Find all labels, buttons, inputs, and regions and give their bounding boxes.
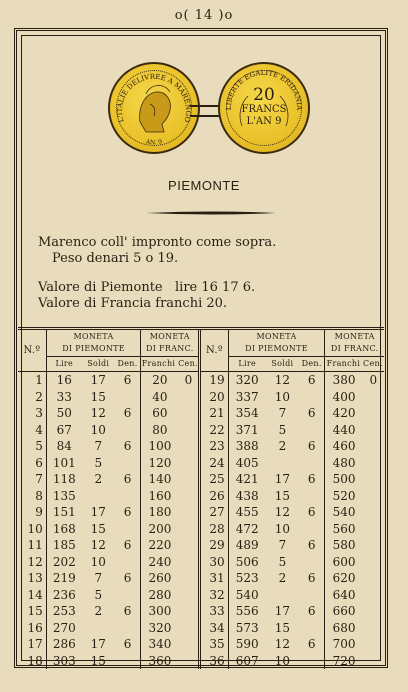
table-row [18,653,384,670]
cell-soldi: 17 [90,637,106,651]
cell-soldi: 17 [274,604,291,618]
table-row [18,438,384,455]
cell-lire: 405 [235,455,259,470]
cell-soldi: 15 [90,389,106,404]
cell-franchi: 620 [332,571,356,585]
cell-den [115,521,141,538]
cell-lire: 421 [235,472,259,486]
row-number: 13 [18,570,46,587]
cell-lire: 135 [52,488,76,503]
cell-den: 6 [115,570,141,587]
table-row [18,422,384,439]
cell-soldi: 15 [90,653,106,668]
cell-den: 6 [299,603,325,620]
cell-soldi: 2 [278,571,287,585]
row-number: 3 [18,405,46,422]
cell-lire: 523 [235,571,259,585]
cell-franchi: 680 [332,620,356,635]
cell-cen [179,438,200,455]
cell-den: 6 [299,471,325,488]
cell-cen [363,521,384,538]
table-row [18,488,384,505]
cell-cen [179,620,200,637]
row-number: 16 [18,620,46,637]
cell-lire: 202 [52,554,76,569]
cell-cen [179,521,200,538]
cell-cen [179,471,200,488]
cell-soldi: 12 [90,406,106,420]
cell-den [115,455,141,472]
row-number: 7 [18,471,46,488]
row-number: 29 [200,537,228,554]
cell-soldi: 17 [274,472,291,486]
cell-lire: 472 [235,521,259,536]
cell-den: 6 [299,537,325,554]
cell-cen [363,488,384,505]
section-title: PIEMONTE [168,178,240,193]
cell-lire: 236 [52,587,76,602]
table-header-row [18,330,384,357]
cell-soldi: 7 [94,439,103,453]
cell-cen [179,653,200,670]
table-row [18,372,384,389]
table-row [18,636,384,653]
row-number: 33 [200,603,228,620]
cell-franchi: 220 [148,538,172,552]
coin-obverse [108,62,200,154]
cell-lire: 607 [235,653,259,668]
cell-den [115,488,141,505]
coin-reverse-value: 20 [253,85,275,105]
cell-franchi: 460 [332,439,356,453]
cell-franchi: 340 [148,637,172,651]
header-no-left: N.º [18,330,46,372]
cell-cen [363,455,384,472]
cell-franchi: 80 [152,422,168,437]
sub-den: Den. [299,357,325,372]
cell-soldi: 7 [278,538,287,552]
cell-cen [363,636,384,653]
cell-den: 6 [299,570,325,587]
cell-franchi: 280 [148,587,172,602]
cell-den: 6 [299,504,325,521]
coin-illustration [0,62,408,160]
cell-lire: 16 [56,373,72,387]
cell-franchi: 540 [332,505,356,519]
cell-cen [179,636,200,653]
cell-franchi: 580 [332,538,356,552]
table-row [18,620,384,637]
cell-cen [179,554,200,571]
cell-soldi: 5 [278,422,287,437]
cell-soldi: 15 [90,521,106,536]
row-number: 32 [200,587,228,604]
cell-soldi: 17 [90,373,106,387]
cell-den [299,620,325,637]
sub-franchi: Franchi Cen. [325,357,384,372]
table-row [18,537,384,554]
cell-den [299,422,325,439]
cell-lire: 371 [235,422,259,437]
row-number: 23 [200,438,228,455]
row-number: 17 [18,636,46,653]
cell-cen [363,603,384,620]
coin-reverse-year: L'AN 9 [246,116,282,127]
coin-description [38,235,276,267]
cell-franchi: 440 [332,422,356,437]
cell-franchi: 660 [332,604,356,618]
table-body [18,372,384,670]
cell-den [299,587,325,604]
cell-franchi: 640 [332,587,356,602]
cell-den [299,488,325,505]
header-moneta-label: MONETA [149,332,190,341]
row-number: 20 [200,389,228,406]
cell-den [299,389,325,406]
header-franc-label: DI FRANC. [146,344,194,353]
row-number: 1 [18,372,46,389]
cell-den [299,455,325,472]
cell-cen [179,422,200,439]
cell-den: 6 [299,405,325,422]
cell-den: 6 [115,504,141,521]
cell-lire: 67 [56,422,72,437]
cell-franchi: 180 [148,505,172,519]
cell-cen [363,587,384,604]
cell-franchi: 700 [332,637,356,651]
cell-den [299,653,325,670]
cell-soldi: 5 [94,455,103,470]
header-moneta-piemonte-left [46,330,140,357]
cell-cen [179,405,200,422]
cell-den [299,554,325,571]
cell-soldi: 10 [274,521,291,536]
page-number: o( 14 )o [174,8,234,23]
cell-lire: 168 [52,521,76,536]
cell-lire: 388 [235,439,259,453]
row-number: 4 [18,422,46,439]
cell-den [115,389,141,406]
cell-soldi: 10 [274,389,291,404]
table-row [18,504,384,521]
cell-franchi: 160 [148,488,172,503]
table-row [18,521,384,538]
cell-cen [179,455,200,472]
cell-cen [363,554,384,571]
cell-cen [363,504,384,521]
cell-lire: 270 [52,620,76,635]
cell-soldi: 5 [278,554,287,569]
description-line-1: Marenco coll' impronto come sopra. [38,235,277,250]
header-piemonte-label: DI PIEMONTE [62,344,125,353]
header-moneta-franc-right [325,330,384,357]
cell-lire: 573 [235,620,259,635]
cell-soldi [266,455,299,472]
cell-soldi: 5 [94,587,103,602]
cell-franchi: 380 [332,373,356,387]
row-number: 24 [200,455,228,472]
cell-lire: 438 [235,488,259,503]
cell-cen [363,405,384,422]
header-moneta-label: MONETA [73,332,114,341]
cell-soldi: 10 [90,554,106,569]
cell-soldi: 12 [274,505,291,519]
cell-cen [179,389,200,406]
cell-den [115,620,141,637]
cell-soldi: 15 [274,620,291,635]
cell-lire: 33 [56,389,72,404]
cell-lire: 556 [235,604,259,618]
cell-den: 6 [299,438,325,455]
cell-cen [363,389,384,406]
cell-lire: 303 [52,653,76,668]
cell-soldi: 10 [274,653,291,668]
sub-lire: Lire [228,357,266,372]
coin-reverse-unit: FRANCS [241,104,287,115]
cell-soldi: 12 [274,373,291,387]
row-number: 10 [18,521,46,538]
cell-cen [363,438,384,455]
cell-soldi [82,488,115,505]
table-row [18,389,384,406]
cell-cen [363,620,384,637]
cell-franchi: 120 [148,455,172,470]
table-row [18,554,384,571]
cell-franchi: 520 [332,488,356,503]
row-number: 19 [200,372,228,389]
cell-cen [179,537,200,554]
cell-soldi: 12 [274,637,291,651]
cell-cen [363,537,384,554]
row-number: 18 [18,653,46,670]
cell-den: 6 [115,537,141,554]
cell-den: 6 [115,405,141,422]
cell-franchi: 100 [148,439,172,453]
cell-franchi: 500 [332,472,356,486]
coin-reverse-legend-text: LIBERTE EGALITE ERIDANIA [224,68,304,111]
cell-den: 6 [115,471,141,488]
row-number: 9 [18,504,46,521]
row-number: 36 [200,653,228,670]
cell-den [299,521,325,538]
header-piemonte-label: DI PIEMONTE [245,344,308,353]
cell-cen [179,504,200,521]
sub-soldi: Soldi [82,357,115,372]
sub-lire: Lire [46,357,81,372]
sub-franchi: Franchi Cen. [141,357,200,372]
cell-cen [179,570,200,587]
row-number: 34 [200,620,228,637]
cell-lire: 320 [235,373,259,387]
cell-franchi: 140 [148,472,172,486]
ornament-rule [146,210,276,216]
cell-cen: 0 [179,372,200,389]
helmeted-head-icon [140,85,171,132]
cell-franchi: 420 [332,406,356,420]
header-no-right: N.º [200,330,228,372]
cell-lire: 101 [52,455,76,470]
row-number: 8 [18,488,46,505]
cell-cen: 0 [369,373,378,387]
table-row [18,455,384,472]
row-number: 22 [200,422,228,439]
row-number: 35 [200,636,228,653]
cell-franchi: 720 [332,653,356,668]
description-line-2: Peso denari 5 o 19. [52,251,179,266]
cell-den: 6 [115,372,141,389]
cell-lire: 253 [52,604,76,618]
cell-den: 6 [299,636,325,653]
coin-reverse [218,62,310,154]
header-moneta-label: MONETA [334,332,375,341]
cell-den [115,587,141,604]
table-row [18,405,384,422]
coin-obverse-legend [110,64,198,152]
svg-text:AN. 9 [144,138,163,146]
row-number: 12 [18,554,46,571]
cell-franchi: 600 [332,554,356,569]
cell-franchi: 260 [148,571,172,585]
cell-lire: 118 [52,472,76,486]
header-moneta-label: MONETA [256,332,297,341]
cell-lire: 354 [235,406,259,420]
cell-cen [363,471,384,488]
cell-cen [363,570,384,587]
cell-lire: 286 [52,637,76,651]
cell-den: 6 [115,636,141,653]
cell-franchi: 400 [332,389,356,404]
cell-soldi: 10 [90,422,106,437]
table-row [18,471,384,488]
cell-franchi: 60 [152,406,168,420]
coin-obverse-year: AN. 9 [145,138,163,147]
row-number: 21 [200,405,228,422]
cell-den: 6 [115,603,141,620]
cell-lire: 84 [56,439,72,453]
header-franc-label: DI FRANC. [330,344,379,353]
row-number: 15 [18,603,46,620]
row-number: 31 [200,570,228,587]
cell-franchi: 560 [332,521,356,536]
cell-cen [179,488,200,505]
row-number: 30 [200,554,228,571]
row-number: 27 [200,504,228,521]
cell-soldi: 17 [90,505,106,519]
cell-soldi: 2 [94,472,103,486]
cell-den: 6 [299,372,325,389]
row-number: 2 [18,389,46,406]
cell-franchi: 240 [148,554,172,569]
coin-reverse-center [220,86,308,128]
cell-lire: 185 [52,538,76,552]
cell-franchi: 320 [148,620,172,635]
value-francia: Valore di Francia franchi 20. [38,296,228,311]
cell-den [115,554,141,571]
table-row [18,570,384,587]
cell-lire: 219 [52,571,76,585]
coin-link-bar [190,105,220,117]
cell-soldi: 7 [278,406,287,420]
coin-values [38,280,255,312]
value-piemonte: Valore di Piemonte lire 16 17 6. [38,280,256,295]
cell-franchi: 40 [152,389,168,404]
cell-lire: 50 [56,406,72,420]
row-number: 26 [200,488,228,505]
sub-soldi: Soldi [266,357,299,372]
header-moneta-piemonte-right [228,330,325,357]
cell-soldi: 2 [94,604,103,618]
conversion-table [18,327,384,666]
sub-den: Den. [115,357,141,372]
cell-soldi [82,620,115,637]
cell-soldi: 7 [94,571,103,585]
cell-cen [363,653,384,670]
cell-cen [179,603,200,620]
cell-cen [363,422,384,439]
row-number: 28 [200,521,228,538]
cell-soldi [266,587,299,604]
cell-lire: 590 [235,637,259,651]
cell-lire: 151 [52,505,76,519]
row-number: 6 [18,455,46,472]
cell-franchi: 200 [148,521,172,536]
cell-den: 6 [115,438,141,455]
cell-den [115,653,141,670]
cell-lire: 455 [235,505,259,519]
row-number: 25 [200,471,228,488]
cell-soldi: 2 [278,439,287,453]
header-moneta-franc-left [141,330,200,357]
table-row [18,603,384,620]
cell-franchi: 360 [148,653,172,668]
cell-lire: 506 [235,554,259,569]
row-number: 5 [18,438,46,455]
cell-lire: 489 [235,538,259,552]
table-row [18,587,384,604]
cell-lire: 540 [235,587,259,602]
coin-obverse-legend-text: L'ITALIE DELIVREE A MARENGO [115,72,193,124]
cell-soldi: 12 [90,538,106,552]
cell-franchi: 20 [152,373,168,387]
cell-cen [179,587,200,604]
conversion-table-grid [18,330,384,669]
cell-franchi: 480 [332,455,356,470]
row-number: 14 [18,587,46,604]
row-number: 11 [18,537,46,554]
cell-soldi: 15 [274,488,291,503]
cell-den [115,422,141,439]
cell-lire: 337 [235,389,259,404]
cell-franchi: 300 [148,604,172,618]
